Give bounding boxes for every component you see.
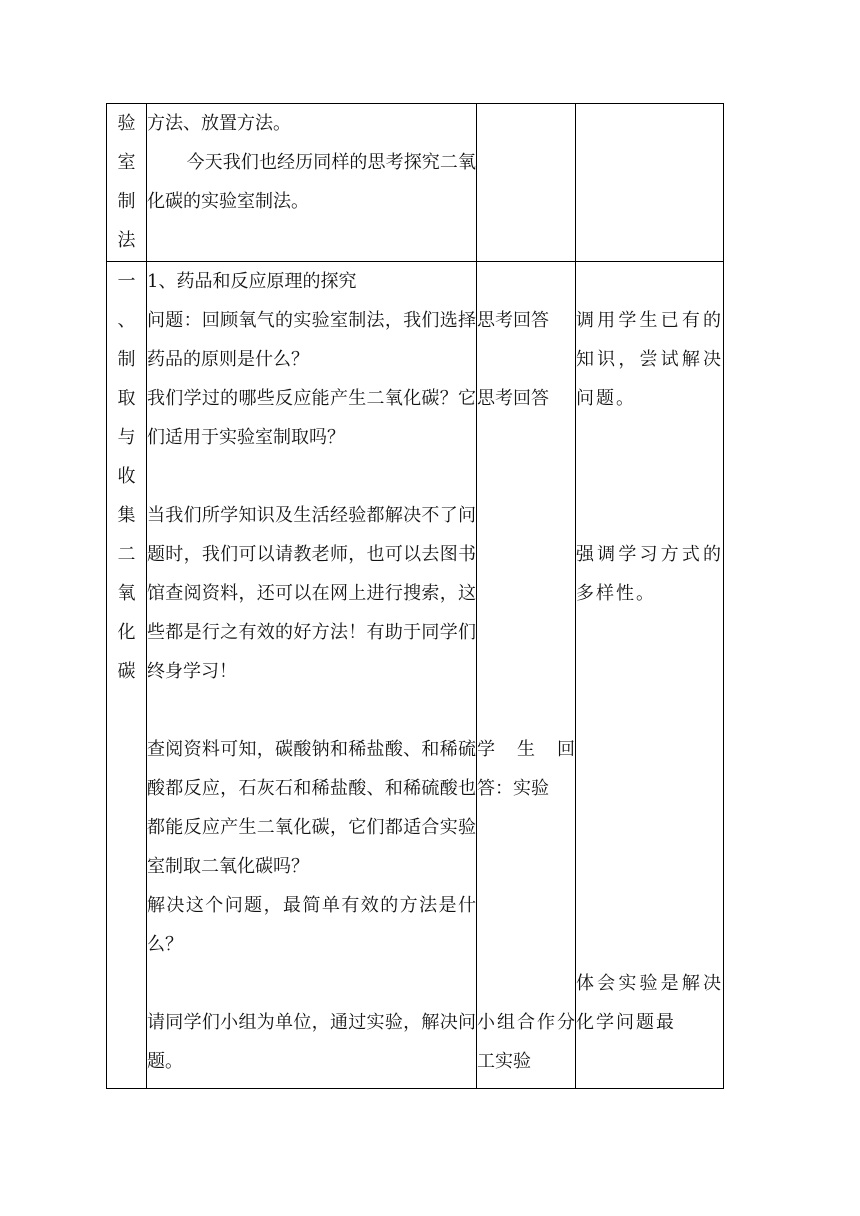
section-char: 一 bbox=[117, 271, 136, 292]
section-label bbox=[107, 104, 147, 262]
section-char: 二 bbox=[117, 544, 136, 565]
teacher-activity-cell bbox=[147, 104, 477, 262]
text-line: 方法、放置方法。 bbox=[147, 113, 291, 134]
section-heading: 1、药品和反应原理的探究 bbox=[147, 271, 357, 292]
section-char: 、 bbox=[117, 310, 136, 331]
student-activity-cell bbox=[477, 262, 576, 1089]
question-text: 问题：回顾氧气的实验室制法，我们选择药品的原则是什么？ bbox=[147, 310, 476, 370]
section-char: 制 bbox=[117, 191, 136, 212]
section-char: 化 bbox=[117, 622, 136, 643]
intent-text: 体会实验是解决化学问题最 bbox=[576, 973, 723, 1033]
section-char: 法 bbox=[117, 230, 136, 251]
text-paragraph: 今天我们也经历同样的思考探究二氧化碳的实验室制法。 bbox=[147, 152, 476, 212]
section-char: 集 bbox=[117, 505, 136, 526]
question-text: 我们学过的哪些反应能产生二氧化碳？它们适用于实验室制取吗？ bbox=[147, 388, 476, 448]
table-row bbox=[107, 104, 724, 262]
section-char: 室 bbox=[117, 152, 136, 173]
student-response: 学 生 回答：实验 bbox=[477, 739, 575, 799]
section-char: 取 bbox=[117, 388, 136, 409]
section-label bbox=[107, 262, 147, 1089]
design-intent-cell bbox=[576, 262, 724, 1089]
student-response: 思考回答 bbox=[477, 388, 549, 409]
teacher-activity-cell bbox=[147, 262, 477, 1089]
section-char: 收 bbox=[117, 466, 136, 487]
section-char: 氧 bbox=[117, 583, 136, 604]
section-char: 与 bbox=[117, 427, 136, 448]
paragraph-text: 请同学们小组为单位，通过实验，解决问题。 bbox=[147, 1012, 476, 1072]
intent-text: 调用学生已有的知识，尝试解决问题。 bbox=[576, 310, 723, 409]
paragraph-text: 解决这个问题，最简单有效的方法是什么？ bbox=[147, 895, 476, 955]
paragraph-text: 当我们所学知识及生活经验都解决不了问题时，我们可以请教老师，也可以去图书馆查阅资料，还可以在网上进行搜索，这些都是行之有效的好方法！有助于同学们终身学习！ bbox=[147, 505, 476, 682]
student-response: 小组合作分工实验 bbox=[477, 1012, 575, 1072]
paragraph-text: 查阅资料可知，碳酸钠和稀盐酸、和稀硫酸都反应，石灰石和稀盐酸、和稀硫酸也都能反应产生二氧化碳，它们都适合实验室制取二氧化碳吗？ bbox=[147, 739, 476, 877]
section-char: 验 bbox=[117, 113, 136, 134]
lesson-plan-table bbox=[106, 103, 724, 1089]
design-intent-cell bbox=[576, 104, 724, 262]
section-char: 碳 bbox=[117, 661, 136, 682]
intent-text: 强调学习方式的多样性。 bbox=[576, 544, 723, 604]
table-row bbox=[107, 262, 724, 1089]
section-char: 制 bbox=[117, 349, 136, 370]
student-response: 思考回答 bbox=[477, 310, 549, 331]
student-activity-cell bbox=[477, 104, 576, 262]
